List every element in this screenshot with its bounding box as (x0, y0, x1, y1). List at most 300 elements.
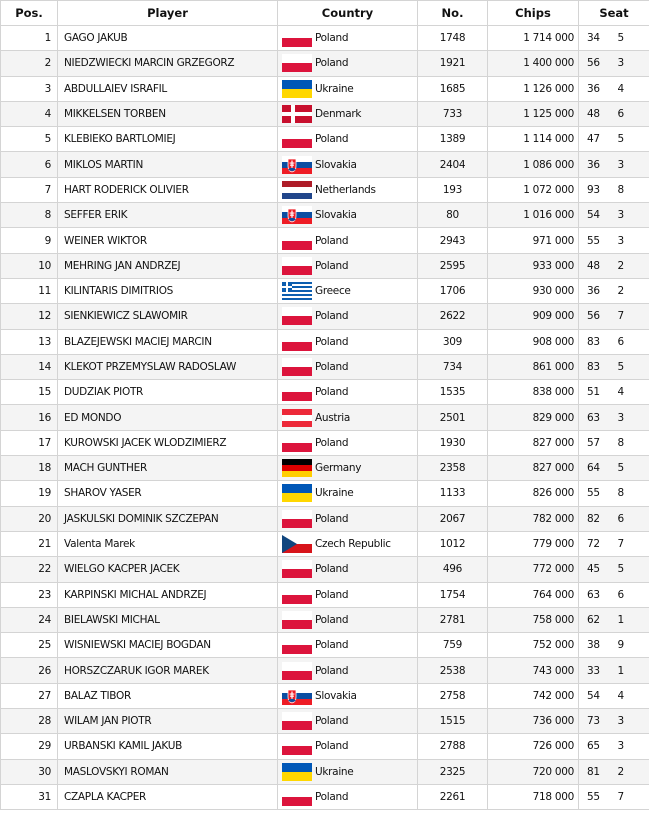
table-row[interactable] (1, 506, 649, 531)
table-number-cell: 38 (579, 633, 610, 658)
player-number-cell: 2067 (418, 506, 488, 531)
table-row[interactable] (1, 26, 649, 51)
pos-cell: 14 (1, 354, 58, 379)
seat-number-cell: 6 (610, 506, 649, 531)
pos-cell: 27 (1, 683, 58, 708)
player-name-cell: HORSZCZARUK IGOR MAREK (58, 658, 278, 683)
table-number-cell: 56 (579, 51, 610, 76)
table-number-cell: 45 (579, 557, 610, 582)
player-name-cell: CZAPLA KACPER (58, 784, 278, 809)
player-name-cell: MACH GUNTHER (58, 456, 278, 481)
sk-flag-icon (282, 156, 312, 174)
pl-flag-icon (282, 712, 312, 730)
table-row[interactable] (1, 278, 649, 303)
table-row[interactable] (1, 633, 649, 658)
table-row[interactable] (1, 759, 649, 784)
player-number-cell: 2595 (418, 253, 488, 278)
player-number-cell: 1389 (418, 127, 488, 152)
pl-flag-icon (282, 358, 312, 376)
chips-cell: 930 000 (488, 278, 579, 303)
table-number-cell: 48 (579, 101, 610, 126)
ua-flag-icon (282, 763, 312, 781)
table-row[interactable] (1, 51, 649, 76)
ua-flag-icon (282, 80, 312, 98)
dk-flag-icon (282, 105, 312, 123)
player-number-cell: 1921 (418, 51, 488, 76)
header-country[interactable]: Country (278, 1, 418, 26)
seat-number-cell: 8 (610, 177, 649, 202)
table-row[interactable] (1, 76, 649, 101)
table-row[interactable] (1, 228, 649, 253)
pl-flag-icon (282, 257, 312, 275)
table-number-cell: 54 (579, 203, 610, 228)
header-no[interactable]: No. (418, 1, 488, 26)
chips-cell: 782 000 (488, 506, 579, 531)
at-flag-icon (282, 409, 312, 427)
pos-cell: 2 (1, 51, 58, 76)
seat-number-cell: 6 (610, 582, 649, 607)
country-cell (278, 506, 418, 531)
country-name: Poland (315, 57, 349, 70)
country-cell (278, 278, 418, 303)
pl-flag-icon (282, 54, 312, 72)
country-cell (278, 582, 418, 607)
player-name-cell: WIELGO KACPER JACEK (58, 557, 278, 582)
country-cell (278, 531, 418, 556)
table-number-cell: 47 (579, 127, 610, 152)
country-cell (278, 101, 418, 126)
chips-cell: 1 126 000 (488, 76, 579, 101)
table-row[interactable] (1, 203, 649, 228)
gr-flag-icon (282, 282, 312, 300)
chips-cell: 1 400 000 (488, 51, 579, 76)
country-name: Denmark (315, 108, 362, 121)
player-number-cell: 2943 (418, 228, 488, 253)
country-cell (278, 405, 418, 430)
pos-cell: 20 (1, 506, 58, 531)
seat-number-cell: 3 (610, 152, 649, 177)
pos-cell: 11 (1, 278, 58, 303)
table-number-cell: 64 (579, 456, 610, 481)
country-cell (278, 76, 418, 101)
chips-cell: 718 000 (488, 784, 579, 809)
seat-number-cell: 5 (610, 557, 649, 582)
cz-flag-icon (282, 535, 312, 553)
player-number-cell: 2538 (418, 658, 488, 683)
player-number-cell: 2261 (418, 784, 488, 809)
country-name: Poland (315, 740, 349, 753)
chips-cell: 1 125 000 (488, 101, 579, 126)
country-name: Poland (315, 361, 349, 373)
pos-cell: 24 (1, 607, 58, 632)
chips-cell: 838 000 (488, 380, 579, 405)
seat-number-cell: 5 (610, 26, 649, 51)
country-cell (278, 203, 418, 228)
header-seat[interactable]: Seat (579, 1, 649, 26)
table-row[interactable] (1, 683, 649, 708)
player-name-cell: NIEDZWIECKI MARCIN GRZEGORZ (58, 51, 278, 76)
pos-cell: 25 (1, 633, 58, 658)
player-number-cell: 1012 (418, 531, 488, 556)
sk-flag-icon (282, 687, 312, 705)
seat-number-cell: 3 (610, 405, 649, 430)
player-number-cell: 2758 (418, 683, 488, 708)
chips-cell: 908 000 (488, 329, 579, 354)
player-name-cell: KLEKOT PRZEMYSLAW RADOSLAW (58, 354, 278, 379)
table-row[interactable] (1, 709, 649, 734)
chips-cell: 827 000 (488, 456, 579, 481)
table-row[interactable] (1, 329, 649, 354)
country-cell (278, 228, 418, 253)
pos-cell: 9 (1, 228, 58, 253)
chips-cell: 720 000 (488, 759, 579, 784)
header-chips[interactable]: Chips (488, 1, 579, 26)
country-name: Slovakia (315, 158, 357, 171)
header-pos[interactable]: Pos. (1, 1, 58, 26)
player-number-cell: 1133 (418, 481, 488, 506)
pl-flag-icon (282, 737, 312, 755)
table-row[interactable] (1, 405, 649, 430)
country-name: Czech Republic (315, 538, 391, 551)
pos-cell: 15 (1, 380, 58, 405)
seat-number-cell: 6 (610, 101, 649, 126)
player-name-cell: WILAM JAN PIOTR (58, 709, 278, 734)
pos-cell: 30 (1, 759, 58, 784)
chips-cell: 752 000 (488, 633, 579, 658)
country-name: Ukraine (315, 765, 354, 778)
chips-cell: 829 000 (488, 405, 579, 430)
player-number-cell: 2781 (418, 607, 488, 632)
country-cell (278, 152, 418, 177)
table-row[interactable] (1, 557, 649, 582)
chips-cell: 1 714 000 (488, 26, 579, 51)
country-name: Slovakia (315, 209, 357, 222)
country-cell (278, 354, 418, 379)
player-name-cell: ABDULLAIEV ISRAFIL (58, 76, 278, 101)
chips-cell: 764 000 (488, 582, 579, 607)
seat-number-cell: 3 (610, 709, 649, 734)
seat-number-cell: 7 (610, 304, 649, 329)
header-player[interactable]: Player (58, 1, 278, 26)
table-number-cell: 36 (579, 152, 610, 177)
country-cell (278, 633, 418, 658)
table-number-cell: 33 (579, 658, 610, 683)
table-number-cell: 73 (579, 709, 610, 734)
nl-flag-icon (282, 181, 312, 199)
player-number-cell: 2788 (418, 734, 488, 759)
seat-number-cell: 2 (610, 759, 649, 784)
country-cell (278, 304, 418, 329)
seat-number-cell: 9 (610, 633, 649, 658)
seat-number-cell: 5 (610, 354, 649, 379)
table-body (1, 26, 649, 810)
pos-cell: 16 (1, 405, 58, 430)
player-name-cell: BIELAWSKI MICHAL (58, 607, 278, 632)
player-number-cell: 2501 (418, 405, 488, 430)
country-name: Slovakia (315, 689, 357, 702)
player-number-cell: 2358 (418, 456, 488, 481)
player-name-cell: KARPINSKI MICHAL ANDRZEJ (58, 582, 278, 607)
player-number-cell: 1748 (418, 26, 488, 51)
country-name: Ukraine (315, 82, 354, 95)
country-name: Poland (315, 335, 349, 348)
table-row[interactable] (1, 177, 649, 202)
country-name: Poland (315, 613, 349, 626)
pos-cell: 18 (1, 456, 58, 481)
player-number-cell: 2622 (418, 304, 488, 329)
table-number-cell: 54 (579, 683, 610, 708)
pl-flag-icon (282, 788, 312, 806)
table-number-cell: 93 (579, 177, 610, 202)
table-row[interactable] (1, 152, 649, 177)
de-flag-icon (282, 459, 312, 477)
country-name: Poland (315, 588, 349, 601)
chips-cell: 736 000 (488, 709, 579, 734)
seat-number-cell: 7 (610, 784, 649, 809)
seat-number-cell: 1 (610, 658, 649, 683)
player-number-cell: 1685 (418, 76, 488, 101)
country-cell (278, 658, 418, 683)
country-cell (278, 127, 418, 152)
table-row[interactable] (1, 531, 649, 556)
country-cell (278, 177, 418, 202)
seat-number-cell: 3 (610, 228, 649, 253)
player-number-cell: 1754 (418, 582, 488, 607)
pl-flag-icon (282, 586, 312, 604)
table-number-cell: 63 (579, 582, 610, 607)
table-row[interactable] (1, 304, 649, 329)
country-name: Poland (315, 234, 349, 247)
table-number-cell: 55 (579, 228, 610, 253)
player-name-cell: URBANSKI KAMIL JAKUB (58, 734, 278, 759)
sk-flag-icon (282, 206, 312, 224)
player-number-cell: 496 (418, 557, 488, 582)
table-row[interactable] (1, 481, 649, 506)
table-number-cell: 36 (579, 278, 610, 303)
country-name: Poland (315, 259, 349, 272)
pos-cell: 21 (1, 531, 58, 556)
seat-number-cell: 3 (610, 203, 649, 228)
table-number-cell: 62 (579, 607, 610, 632)
pos-cell: 1 (1, 26, 58, 51)
country-name: Germany (315, 462, 362, 475)
player-number-cell: 309 (418, 329, 488, 354)
player-name-cell: Valenta Marek (58, 531, 278, 556)
ua-flag-icon (282, 484, 312, 502)
player-number-cell: 1535 (418, 380, 488, 405)
table-number-cell: 83 (579, 354, 610, 379)
pl-flag-icon (282, 232, 312, 250)
player-number-cell: 80 (418, 203, 488, 228)
player-name-cell: KLEBIEKO BARTLOMIEJ (58, 127, 278, 152)
chips-cell: 1 114 000 (488, 127, 579, 152)
player-name-cell: HART RODERICK OLIVIER (58, 177, 278, 202)
pos-cell: 23 (1, 582, 58, 607)
country-cell (278, 759, 418, 784)
table-header-row (1, 1, 649, 26)
country-cell (278, 481, 418, 506)
table-row[interactable] (1, 127, 649, 152)
table-row[interactable] (1, 456, 649, 481)
player-name-cell: GAGO JAKUB (58, 26, 278, 51)
seat-number-cell: 4 (610, 76, 649, 101)
pl-flag-icon (282, 333, 312, 351)
chips-cell: 1 072 000 (488, 177, 579, 202)
chips-cell: 743 000 (488, 658, 579, 683)
country-cell (278, 26, 418, 51)
pl-flag-icon (282, 611, 312, 629)
country-cell (278, 253, 418, 278)
seat-number-cell: 2 (610, 253, 649, 278)
player-name-cell: KUROWSKI JACEK WLODZIMIERZ (58, 430, 278, 455)
pos-cell: 13 (1, 329, 58, 354)
player-number-cell: 1515 (418, 709, 488, 734)
country-cell (278, 430, 418, 455)
pos-cell: 10 (1, 253, 58, 278)
player-number-cell: 1706 (418, 278, 488, 303)
table-number-cell: 48 (579, 253, 610, 278)
country-name: Poland (315, 386, 349, 399)
pos-cell: 8 (1, 203, 58, 228)
pos-cell: 22 (1, 557, 58, 582)
table-row[interactable] (1, 734, 649, 759)
player-number-cell: 2404 (418, 152, 488, 177)
player-number-cell: 733 (418, 101, 488, 126)
chips-cell: 909 000 (488, 304, 579, 329)
country-cell (278, 683, 418, 708)
country-name: Austria (315, 411, 350, 424)
player-name-cell: MEHRING JAN ANDRZEJ (58, 253, 278, 278)
country-name: Poland (315, 664, 349, 677)
seat-number-cell: 1 (610, 607, 649, 632)
pl-flag-icon (282, 307, 312, 325)
seat-number-cell: 3 (610, 734, 649, 759)
table-row[interactable] (1, 253, 649, 278)
player-name-cell: WEINER WIKTOR (58, 228, 278, 253)
country-name: Poland (315, 512, 349, 525)
country-cell (278, 329, 418, 354)
country-name: Poland (315, 639, 349, 652)
table-number-cell: 36 (579, 76, 610, 101)
pl-flag-icon (282, 636, 312, 654)
table-number-cell: 55 (579, 784, 610, 809)
table-number-cell: 34 (579, 26, 610, 51)
table-number-cell: 56 (579, 304, 610, 329)
pos-cell: 5 (1, 127, 58, 152)
table-row[interactable] (1, 582, 649, 607)
player-name-cell: KILINTARIS DIMITRIOS (58, 278, 278, 303)
country-cell (278, 607, 418, 632)
chips-cell: 758 000 (488, 607, 579, 632)
seat-number-cell: 5 (610, 456, 649, 481)
seat-number-cell: 5 (610, 127, 649, 152)
country-name: Greece (315, 285, 351, 298)
country-name: Poland (315, 32, 349, 45)
pl-flag-icon (282, 434, 312, 452)
country-cell (278, 51, 418, 76)
table-row[interactable] (1, 607, 649, 632)
table-row[interactable] (1, 101, 649, 126)
player-name-cell: SIENKIEWICZ SLAWOMIR (58, 304, 278, 329)
seat-number-cell: 2 (610, 278, 649, 303)
table-number-cell: 83 (579, 329, 610, 354)
player-number-cell: 2325 (418, 759, 488, 784)
table-row[interactable] (1, 430, 649, 455)
country-name: Poland (315, 133, 349, 146)
seat-number-cell: 4 (610, 380, 649, 405)
player-name-cell: WISNIEWSKI MACIEJ BOGDAN (58, 633, 278, 658)
chips-cell: 726 000 (488, 734, 579, 759)
table-number-cell: 72 (579, 531, 610, 556)
country-name: Netherlands (315, 183, 376, 196)
pos-cell: 6 (1, 152, 58, 177)
pos-cell: 19 (1, 481, 58, 506)
player-name-cell: BLAZEJEWSKI MACIEJ MARCIN (58, 329, 278, 354)
country-name: Poland (315, 791, 349, 804)
seat-number-cell: 3 (610, 51, 649, 76)
seat-number-cell: 7 (610, 531, 649, 556)
player-number-cell: 1930 (418, 430, 488, 455)
pl-flag-icon (282, 662, 312, 680)
pos-cell: 17 (1, 430, 58, 455)
pos-cell: 26 (1, 658, 58, 683)
country-cell (278, 734, 418, 759)
chips-cell: 1 016 000 (488, 203, 579, 228)
table-number-cell: 63 (579, 405, 610, 430)
pos-cell: 7 (1, 177, 58, 202)
player-name-cell: SEFFER ERIK (58, 203, 278, 228)
country-name: Poland (315, 563, 349, 576)
chips-cell: 861 000 (488, 354, 579, 379)
player-name-cell: ED MONDO (58, 405, 278, 430)
table-number-cell: 65 (579, 734, 610, 759)
player-name-cell: SHAROV YASER (58, 481, 278, 506)
table-number-cell: 82 (579, 506, 610, 531)
country-name: Poland (315, 715, 349, 728)
chips-cell: 772 000 (488, 557, 579, 582)
table-row[interactable] (1, 380, 649, 405)
pl-flag-icon (282, 383, 312, 401)
chips-cell: 779 000 (488, 531, 579, 556)
country-cell (278, 557, 418, 582)
country-name: Poland (315, 436, 349, 449)
chips-cell: 742 000 (488, 683, 579, 708)
table-number-cell: 57 (579, 430, 610, 455)
pl-flag-icon (282, 510, 312, 528)
table-row[interactable] (1, 784, 649, 809)
country-name: Poland (315, 310, 349, 323)
table-row[interactable] (1, 354, 649, 379)
pos-cell: 29 (1, 734, 58, 759)
seat-number-cell: 6 (610, 329, 649, 354)
pos-cell: 28 (1, 709, 58, 734)
seat-number-cell: 8 (610, 430, 649, 455)
chips-cell: 1 086 000 (488, 152, 579, 177)
country-cell (278, 784, 418, 809)
player-name-cell: DUDZIAK PIOTR (58, 380, 278, 405)
table-number-cell: 51 (579, 380, 610, 405)
table-number-cell: 81 (579, 759, 610, 784)
player-name-cell: MIKLOS MARTIN (58, 152, 278, 177)
player-number-cell: 193 (418, 177, 488, 202)
pos-cell: 31 (1, 784, 58, 809)
pos-cell: 4 (1, 101, 58, 126)
table-row[interactable] (1, 658, 649, 683)
player-name-cell: JASKULSKI DOMINIK SZCZEPAN (58, 506, 278, 531)
chips-cell: 933 000 (488, 253, 579, 278)
player-name-cell: BALAZ TIBOR (58, 683, 278, 708)
table-number-cell: 55 (579, 481, 610, 506)
